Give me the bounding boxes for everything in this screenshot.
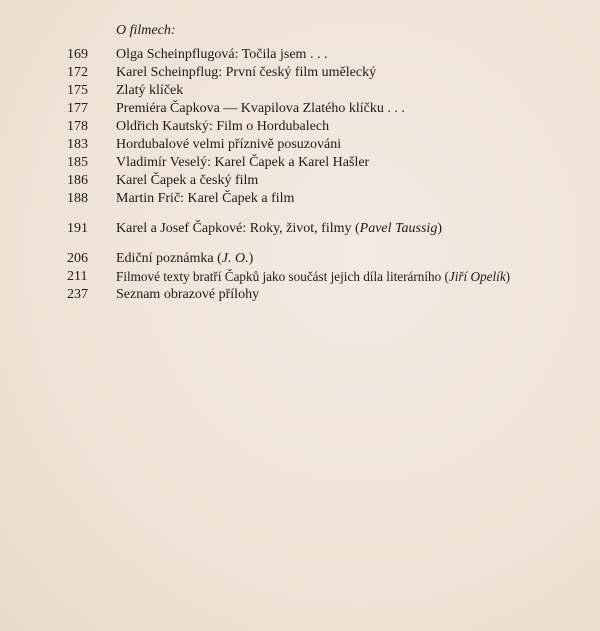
page-number: 183: [67, 137, 88, 152]
toc-entry: [0, 100, 600, 118]
entry-title-suffix: ): [248, 251, 254, 266]
entry-title: Vladimír Veselý: Karel Čapek a Karel Hašler: [116, 155, 370, 170]
page-number: 206: [67, 251, 88, 266]
toc-entry: [0, 286, 600, 304]
entry-title: Karel Čapek a český film: [116, 173, 259, 188]
entry-title-text: Karel a Josef Čapkové: Roky, život, filmy (: [116, 221, 360, 236]
page-number: 191: [67, 221, 88, 236]
page-number: 175: [67, 83, 88, 98]
entry-title: [116, 250, 253, 268]
toc-entry: [0, 268, 600, 286]
entry-title: Oldřich Kautský: Film o Hordubalech: [116, 119, 330, 134]
entry-title: Karel Scheinpflug: První český film umělecký: [116, 65, 377, 80]
toc-entry: [0, 154, 600, 172]
entry-title-suffix: ): [437, 221, 442, 236]
entry-author: J. O.: [221, 251, 249, 266]
entry-title: Hordubalové velmi příznivě posuzováni: [116, 137, 342, 152]
toc-entry: [0, 118, 600, 136]
toc-entry: [0, 64, 600, 82]
page-number: 188: [67, 191, 88, 206]
page-number: 237: [67, 287, 88, 302]
entry-title: Martin Frič: Karel Čapek a film: [116, 191, 295, 206]
page-number: 177: [67, 101, 88, 116]
entry-title: Zlatý klíček: [116, 83, 184, 98]
entry-title: Seznam obrazové přílohy: [116, 287, 260, 302]
page-number: 211: [67, 269, 88, 284]
page-number: 186: [67, 173, 88, 188]
page-number: 185: [67, 155, 88, 170]
entry-author: Jiří Opelík: [448, 269, 506, 284]
entry-title: [116, 268, 510, 286]
entry-title-suffix: ): [505, 269, 511, 284]
section-heading: O filmech:: [116, 23, 176, 38]
toc-entry: [0, 136, 600, 154]
page-number: 172: [67, 65, 88, 80]
toc-entry: [0, 250, 600, 268]
entry-title: Premiéra Čapkova — Kvapilova Zlatého klíčku . . .: [116, 101, 405, 116]
entry-title-text: Filmové texty bratří Čapků jako součást jejich díla literárního (: [116, 269, 449, 284]
entry-title: [116, 220, 442, 238]
toc-entry: [0, 172, 600, 190]
page-number: 178: [67, 119, 88, 134]
toc-entry: [0, 220, 600, 238]
toc-entry: [0, 82, 600, 100]
entry-author: Pavel Taussig: [359, 221, 438, 236]
entry-title: Olga Scheinpflugová: Točila jsem . . .: [116, 47, 328, 62]
toc-entry: [0, 190, 600, 208]
page-number: 169: [67, 47, 88, 62]
toc-entry: [0, 46, 600, 64]
entry-title-text: Ediční poznámka (: [116, 251, 222, 266]
